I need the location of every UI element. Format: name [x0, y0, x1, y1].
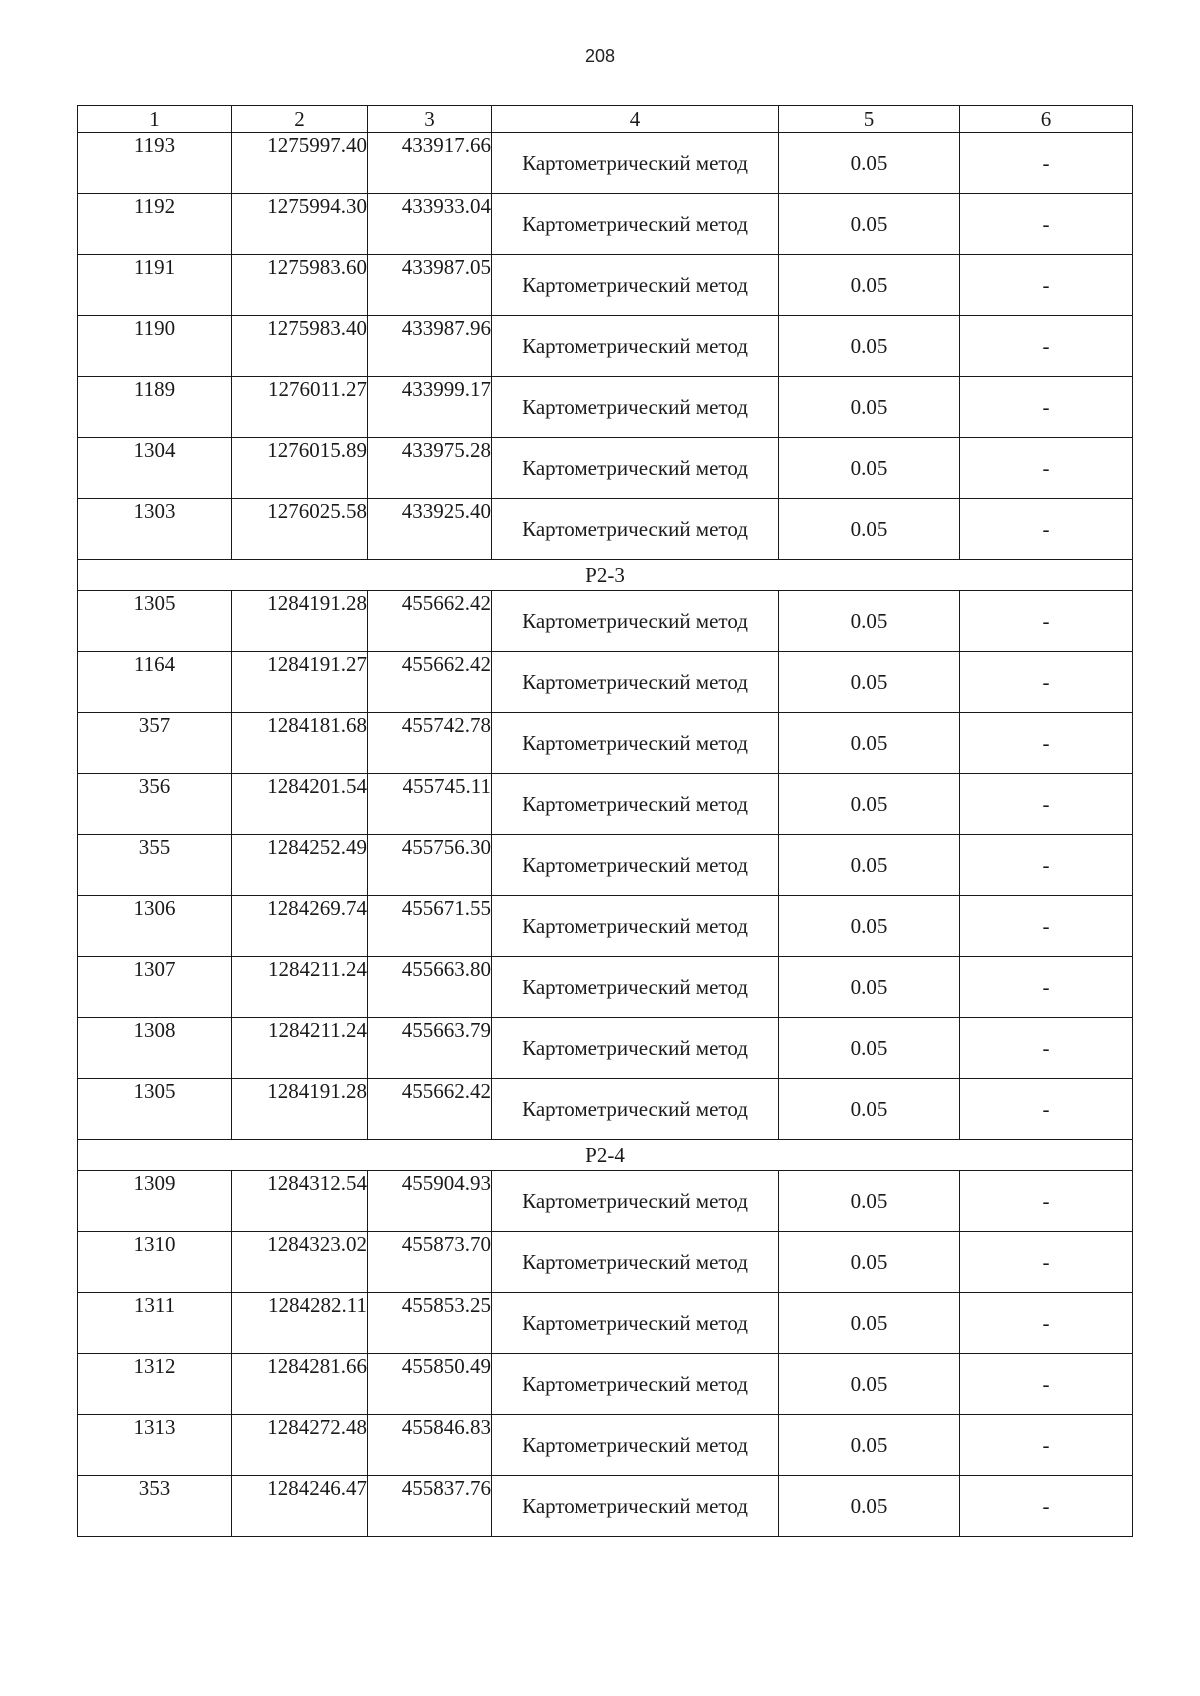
- section-header-row: [78, 1140, 1133, 1171]
- table-row: [78, 835, 1133, 896]
- method-cell: Картометрический метод: [492, 316, 779, 377]
- column-header: 1: [78, 106, 232, 133]
- table-row: [78, 1018, 1133, 1079]
- table-row: [78, 1171, 1133, 1232]
- description-cell: -: [960, 1293, 1133, 1354]
- description-cell: -: [960, 377, 1133, 438]
- y-coordinate-cell: 455663.79: [368, 1018, 492, 1079]
- accuracy-cell: 0.05: [779, 774, 960, 835]
- method-cell: Картометрический метод: [492, 499, 779, 560]
- table-row: [78, 652, 1133, 713]
- x-coordinate-cell: 1284211.24: [232, 1018, 368, 1079]
- y-coordinate-cell: 455662.42: [368, 652, 492, 713]
- y-coordinate-cell: 455662.42: [368, 1079, 492, 1140]
- x-coordinate-cell: 1275994.30: [232, 194, 368, 255]
- x-coordinate-cell: 1284252.49: [232, 835, 368, 896]
- x-coordinate-cell: 1284312.54: [232, 1171, 368, 1232]
- accuracy-cell: 0.05: [779, 835, 960, 896]
- column-header: 5: [779, 106, 960, 133]
- accuracy-cell: 0.05: [779, 652, 960, 713]
- y-coordinate-cell: 455745.11: [368, 774, 492, 835]
- accuracy-cell: 0.05: [779, 1232, 960, 1293]
- method-cell: Картометрический метод: [492, 1415, 779, 1476]
- table-row: [78, 377, 1133, 438]
- column-header: 4: [492, 106, 779, 133]
- point-number-cell: 1309: [78, 1171, 232, 1232]
- method-cell: Картометрический метод: [492, 957, 779, 1018]
- point-number-cell: 1193: [78, 133, 232, 194]
- y-coordinate-cell: 433987.96: [368, 316, 492, 377]
- x-coordinate-cell: 1284269.74: [232, 896, 368, 957]
- table-row: [78, 1232, 1133, 1293]
- table-row: [78, 774, 1133, 835]
- point-number-cell: 1304: [78, 438, 232, 499]
- column-header: 2: [232, 106, 368, 133]
- y-coordinate-cell: 455846.83: [368, 1415, 492, 1476]
- y-coordinate-cell: 433975.28: [368, 438, 492, 499]
- method-cell: Картометрический метод: [492, 896, 779, 957]
- table-row: [78, 133, 1133, 194]
- method-cell: Картометрический метод: [492, 133, 779, 194]
- y-coordinate-cell: 455662.42: [368, 591, 492, 652]
- point-number-cell: 1190: [78, 316, 232, 377]
- description-cell: -: [960, 1018, 1133, 1079]
- description-cell: -: [960, 774, 1133, 835]
- point-number-cell: 1311: [78, 1293, 232, 1354]
- x-coordinate-cell: 1284191.28: [232, 591, 368, 652]
- table-row: [78, 1415, 1133, 1476]
- method-cell: Картометрический метод: [492, 1293, 779, 1354]
- y-coordinate-cell: 433987.05: [368, 255, 492, 316]
- point-number-cell: 1164: [78, 652, 232, 713]
- method-cell: Картометрический метод: [492, 652, 779, 713]
- table-row: [78, 591, 1133, 652]
- description-cell: -: [960, 1232, 1133, 1293]
- point-number-cell: 1191: [78, 255, 232, 316]
- accuracy-cell: 0.05: [779, 896, 960, 957]
- x-coordinate-cell: 1275983.60: [232, 255, 368, 316]
- accuracy-cell: 0.05: [779, 1415, 960, 1476]
- description-cell: -: [960, 591, 1133, 652]
- y-coordinate-cell: 455671.55: [368, 896, 492, 957]
- accuracy-cell: 0.05: [779, 133, 960, 194]
- accuracy-cell: 0.05: [779, 1171, 960, 1232]
- description-cell: -: [960, 652, 1133, 713]
- method-cell: Картометрический метод: [492, 1476, 779, 1537]
- accuracy-cell: 0.05: [779, 194, 960, 255]
- y-coordinate-cell: 455904.93: [368, 1171, 492, 1232]
- y-coordinate-cell: 455873.70: [368, 1232, 492, 1293]
- accuracy-cell: 0.05: [779, 438, 960, 499]
- y-coordinate-cell: 455850.49: [368, 1354, 492, 1415]
- point-number-cell: 1305: [78, 591, 232, 652]
- column-number-header-row: [78, 106, 1133, 133]
- method-cell: Картометрический метод: [492, 774, 779, 835]
- y-coordinate-cell: 455742.78: [368, 713, 492, 774]
- point-number-cell: 1307: [78, 957, 232, 1018]
- column-header: 3: [368, 106, 492, 133]
- table-row: [78, 1354, 1133, 1415]
- accuracy-cell: 0.05: [779, 1476, 960, 1537]
- method-cell: Картометрический метод: [492, 1232, 779, 1293]
- point-number-cell: 357: [78, 713, 232, 774]
- accuracy-cell: 0.05: [779, 1079, 960, 1140]
- point-number-cell: 1192: [78, 194, 232, 255]
- x-coordinate-cell: 1284282.11: [232, 1293, 368, 1354]
- point-number-cell: 1310: [78, 1232, 232, 1293]
- table-row: [78, 316, 1133, 377]
- table-row: [78, 499, 1133, 560]
- description-cell: -: [960, 1079, 1133, 1140]
- x-coordinate-cell: 1284246.47: [232, 1476, 368, 1537]
- accuracy-cell: 0.05: [779, 591, 960, 652]
- description-cell: -: [960, 1171, 1133, 1232]
- description-cell: -: [960, 1354, 1133, 1415]
- point-number-cell: 1313: [78, 1415, 232, 1476]
- point-number-cell: 1303: [78, 499, 232, 560]
- method-cell: Картометрический метод: [492, 438, 779, 499]
- x-coordinate-cell: 1284281.66: [232, 1354, 368, 1415]
- point-number-cell: 355: [78, 835, 232, 896]
- y-coordinate-cell: 455756.30: [368, 835, 492, 896]
- accuracy-cell: 0.05: [779, 316, 960, 377]
- method-cell: Картометрический метод: [492, 835, 779, 896]
- page-number: 208: [584, 46, 616, 66]
- accuracy-cell: 0.05: [779, 713, 960, 774]
- y-coordinate-cell: 455853.25: [368, 1293, 492, 1354]
- x-coordinate-cell: 1284181.68: [232, 713, 368, 774]
- x-coordinate-cell: 1284323.02: [232, 1232, 368, 1293]
- accuracy-cell: 0.05: [779, 1354, 960, 1415]
- y-coordinate-cell: 433933.04: [368, 194, 492, 255]
- method-cell: Картометрический метод: [492, 377, 779, 438]
- table-row: [78, 1293, 1133, 1354]
- table-body: [78, 133, 1133, 1537]
- point-number-cell: 1312: [78, 1354, 232, 1415]
- table-row: [78, 438, 1133, 499]
- y-coordinate-cell: 433999.17: [368, 377, 492, 438]
- description-cell: -: [960, 194, 1133, 255]
- section-header-row: [78, 560, 1133, 591]
- x-coordinate-cell: 1276025.58: [232, 499, 368, 560]
- section-label: Р2-3: [78, 560, 1133, 591]
- point-number-cell: 356: [78, 774, 232, 835]
- x-coordinate-cell: 1275997.40: [232, 133, 368, 194]
- x-coordinate-cell: 1284201.54: [232, 774, 368, 835]
- accuracy-cell: 0.05: [779, 1018, 960, 1079]
- accuracy-cell: 0.05: [779, 255, 960, 316]
- table-row: [78, 957, 1133, 1018]
- method-cell: Картометрический метод: [492, 591, 779, 652]
- accuracy-cell: 0.05: [779, 957, 960, 1018]
- table-row: [78, 255, 1133, 316]
- x-coordinate-cell: 1284191.27: [232, 652, 368, 713]
- table-row: [78, 194, 1133, 255]
- point-number-cell: 1308: [78, 1018, 232, 1079]
- description-cell: -: [960, 133, 1133, 194]
- y-coordinate-cell: 455663.80: [368, 957, 492, 1018]
- section-label: Р2-4: [78, 1140, 1133, 1171]
- description-cell: -: [960, 1476, 1133, 1537]
- y-coordinate-cell: 455837.76: [368, 1476, 492, 1537]
- method-cell: Картометрический метод: [492, 255, 779, 316]
- accuracy-cell: 0.05: [779, 377, 960, 438]
- point-number-cell: 1189: [78, 377, 232, 438]
- x-coordinate-cell: 1284211.24: [232, 957, 368, 1018]
- point-number-cell: 353: [78, 1476, 232, 1537]
- method-cell: Картометрический метод: [492, 1354, 779, 1415]
- table-row: [78, 713, 1133, 774]
- method-cell: Картометрический метод: [492, 1018, 779, 1079]
- y-coordinate-cell: 433925.40: [368, 499, 492, 560]
- table-row: [78, 1476, 1133, 1537]
- x-coordinate-cell: 1276011.27: [232, 377, 368, 438]
- description-cell: -: [960, 316, 1133, 377]
- x-coordinate-cell: 1275983.40: [232, 316, 368, 377]
- coordinates-table: [77, 105, 1133, 1537]
- description-cell: -: [960, 835, 1133, 896]
- description-cell: -: [960, 499, 1133, 560]
- point-number-cell: 1306: [78, 896, 232, 957]
- table-row: [78, 896, 1133, 957]
- description-cell: -: [960, 438, 1133, 499]
- description-cell: -: [960, 957, 1133, 1018]
- method-cell: Картометрический метод: [492, 1171, 779, 1232]
- accuracy-cell: 0.05: [779, 1293, 960, 1354]
- method-cell: Картометрический метод: [492, 713, 779, 774]
- method-cell: Картометрический метод: [492, 194, 779, 255]
- description-cell: -: [960, 896, 1133, 957]
- x-coordinate-cell: 1284272.48: [232, 1415, 368, 1476]
- x-coordinate-cell: 1284191.28: [232, 1079, 368, 1140]
- accuracy-cell: 0.05: [779, 499, 960, 560]
- y-coordinate-cell: 433917.66: [368, 133, 492, 194]
- point-number-cell: 1305: [78, 1079, 232, 1140]
- description-cell: -: [960, 255, 1133, 316]
- description-cell: -: [960, 713, 1133, 774]
- description-cell: -: [960, 1415, 1133, 1476]
- table-row: [78, 1079, 1133, 1140]
- method-cell: Картометрический метод: [492, 1079, 779, 1140]
- x-coordinate-cell: 1276015.89: [232, 438, 368, 499]
- column-header: 6: [960, 106, 1133, 133]
